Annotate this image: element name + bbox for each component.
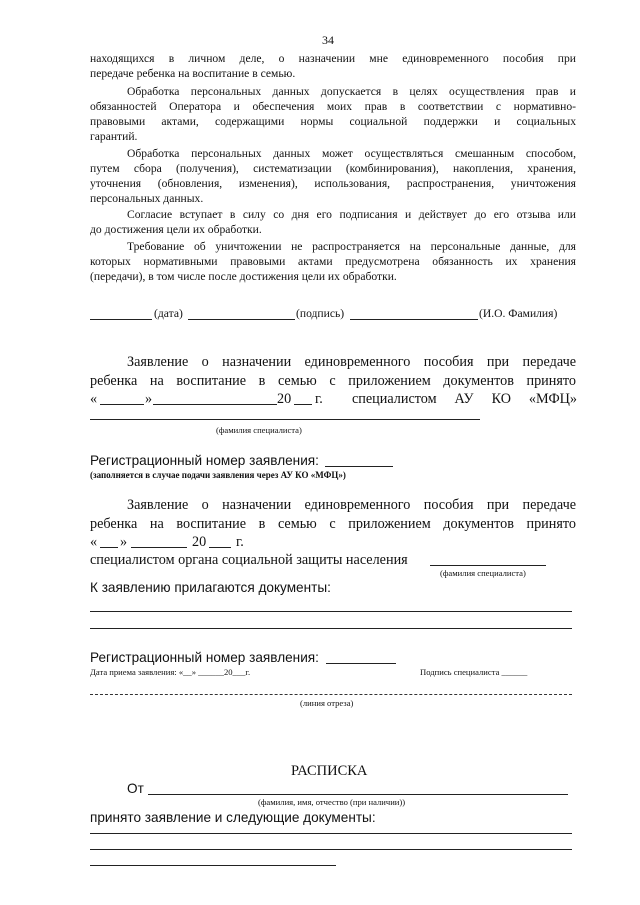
social-day-line[interactable] (100, 547, 118, 548)
consent-text-line: обязанностей Оператора и обеспечения моих прав в соответствии с нормативно- (90, 100, 576, 113)
name-caption: (И.О. Фамилия) (479, 307, 558, 320)
receipt-documents-line[interactable] (90, 833, 572, 834)
mfc-reg-number-label: Регистрационный номер заявления: (90, 453, 319, 468)
consent-text-line: находящихся в личном деле, о назначении мне единовременного пособия при (90, 52, 576, 65)
receipt-documents-line[interactable] (90, 865, 336, 866)
mfc-day-line[interactable] (100, 404, 144, 405)
social-year-line[interactable] (209, 547, 231, 548)
receipt-from-label: От (127, 781, 144, 796)
consent-text-line: Требование об уничтожении не распространяется на персональные данные, для (127, 240, 576, 253)
page-number: 34 (322, 33, 334, 47)
social-month-line[interactable] (131, 547, 187, 548)
consent-text-line: Обработка персональных данных может осуществляться смешанным способом, (127, 147, 576, 160)
social-quote-close: » (120, 534, 128, 550)
consent-text-line: (передачи), в том числе после достижения цели их обработки. (90, 270, 397, 283)
mfc-quote-open: « (90, 391, 98, 407)
mfc-statement-line: ребенка на воспитание в семью с приложением документов принято (90, 373, 576, 389)
consent-text-line: персональных данных. (90, 192, 204, 205)
social-statement-line: Заявление о назначении единовременного пособия при передаче (127, 497, 576, 513)
mfc-specialist-hint: (фамилия специалиста) (216, 425, 302, 435)
mfc-specialist-line[interactable] (90, 419, 480, 420)
consent-text-line: передаче ребенка на воспитание в семью. (90, 67, 296, 80)
consent-text-line: уточнения (обновления, изменения), использования, распространения, уничтожения (90, 177, 576, 190)
consent-text-line: правовыми актами, содержащими нормы социальной поддержки и социальных (90, 115, 576, 128)
social-specialist-caption: специалистом органа социальной защиты населения (90, 552, 408, 568)
name-field-line[interactable] (350, 319, 478, 320)
documents-label: К заявлению прилагаются документы: (90, 580, 331, 595)
social-year-prefix: 20 (192, 534, 207, 550)
consent-text-line: до достижения цели их обработки. (90, 223, 262, 236)
receipt-accepted-label: принято заявление и следующие документы: (90, 810, 376, 825)
documents-line[interactable] (90, 628, 572, 629)
mfc-year-suffix: г. (315, 391, 323, 407)
mfc-statement-line: Заявление о назначении единовременного пособия при передаче (127, 354, 576, 370)
consent-text-line: гарантий. (90, 130, 138, 143)
consent-text-line: Обработка персональных данных допускается в целях осуществления прав и (127, 85, 576, 98)
mfc-reg-note: (заполняется в случае подачи заявления через АУ КО «МФЦ») (90, 470, 346, 480)
signature-caption: (подпись) (296, 307, 345, 320)
receipt-from-hint: (фамилия, имя, отчество (при наличии)) (258, 797, 406, 807)
social-specialist-hint: (фамилия специалиста) (440, 568, 526, 578)
social-quote-open: « (90, 534, 98, 550)
mfc-reg-number-line[interactable] (325, 466, 393, 467)
cut-line-label: (линия отреза) (300, 698, 354, 708)
signature-field-line[interactable] (188, 319, 295, 320)
mfc-year-line[interactable] (294, 404, 312, 405)
specialist-signature-label: Подпись специалиста ______ (420, 667, 528, 677)
mfc-month-line[interactable] (153, 404, 277, 405)
social-specialist-line[interactable] (430, 565, 546, 566)
consent-text-line: путем сбора (получения), систематизации (комбинирования), накопления, хранения, (90, 162, 576, 175)
social-year-suffix: г. (236, 534, 244, 550)
consent-text-line: Согласие вступает в силу со дня его подписания и действует до его отзыва или (127, 208, 576, 221)
consent-text-line: которых нормативными правовыми актами предусмотрена обязанность их хранения (90, 255, 576, 268)
mfc-year-prefix: 20 (277, 391, 292, 407)
social-reg-number-label: Регистрационный номер заявления: (90, 650, 319, 665)
social-statement-line: ребенка на воспитание в семью с приложением документов принято (90, 516, 576, 532)
receipt-title: РАСПИСКА (291, 763, 368, 779)
date-caption: (дата) (154, 307, 183, 320)
receipt-from-line[interactable] (148, 794, 568, 795)
receipt-date-label: Дата приема заявления: «__» ______20___г. (90, 667, 251, 677)
cut-line (90, 694, 572, 695)
mfc-specialist-caption: специалистом АУ КО «МФЦ» (352, 391, 577, 407)
social-reg-number-line[interactable] (326, 663, 396, 664)
mfc-quote-close: » (145, 391, 153, 407)
receipt-documents-line[interactable] (90, 849, 572, 850)
date-field-line[interactable] (90, 319, 152, 320)
documents-line[interactable] (90, 611, 572, 612)
